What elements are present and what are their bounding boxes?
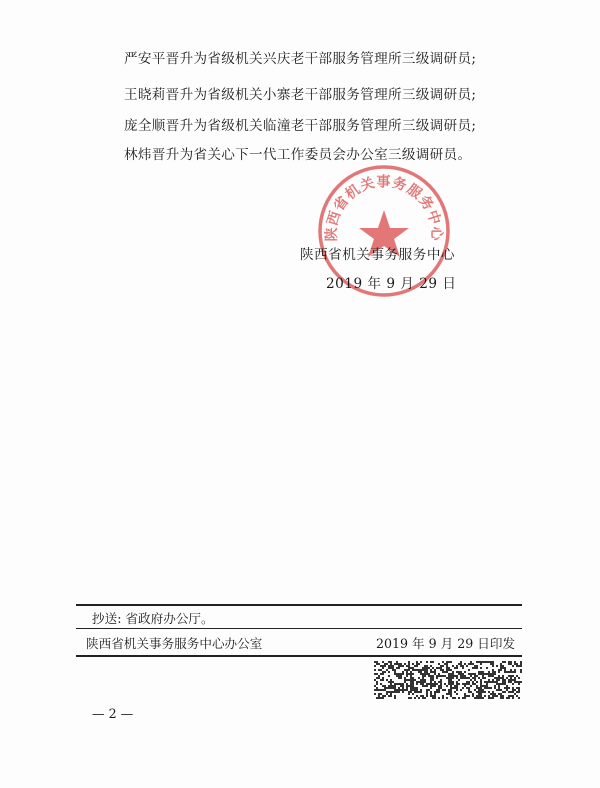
signature-org: 陕西省机关事务服务中心: [300, 247, 456, 263]
page-number: — 2 —: [92, 706, 134, 721]
footer-rule-middle: [76, 628, 522, 629]
appointment-line-3: 庞全顺晋升为省级机关临潼老干部服务管理所三级调研员;: [124, 118, 477, 134]
issuer: 陕西省机关事务服务中心办公室: [86, 636, 263, 651]
appointment-line-2: 王晓莉晋升为省级机关小寨老干部服务管理所三级调研员;: [124, 87, 477, 103]
footer-rule-top: [76, 604, 522, 606]
cc-value: 省政府办公厅。: [125, 611, 214, 626]
appointment-line-1: 严安平晋升为省级机关兴庆老干部服务管理所三级调研员;: [124, 51, 477, 67]
footer-rule-bottom: [76, 655, 522, 657]
cc-label: 抄送:: [92, 611, 122, 626]
print-date: 2019 年 9 月 29 日印发: [376, 636, 516, 651]
barcode: [374, 661, 522, 699]
svg-text:陕西省机关事务服务中心: 陕西省机关事务服务中心: [323, 174, 445, 242]
appointment-line-4: 林炜晋升为省关心下一代工作委员会办公室三级调研员。: [124, 147, 472, 163]
cc-line: [92, 608, 214, 627]
signature-date: 2019 年 9 月 29 日: [326, 276, 457, 292]
